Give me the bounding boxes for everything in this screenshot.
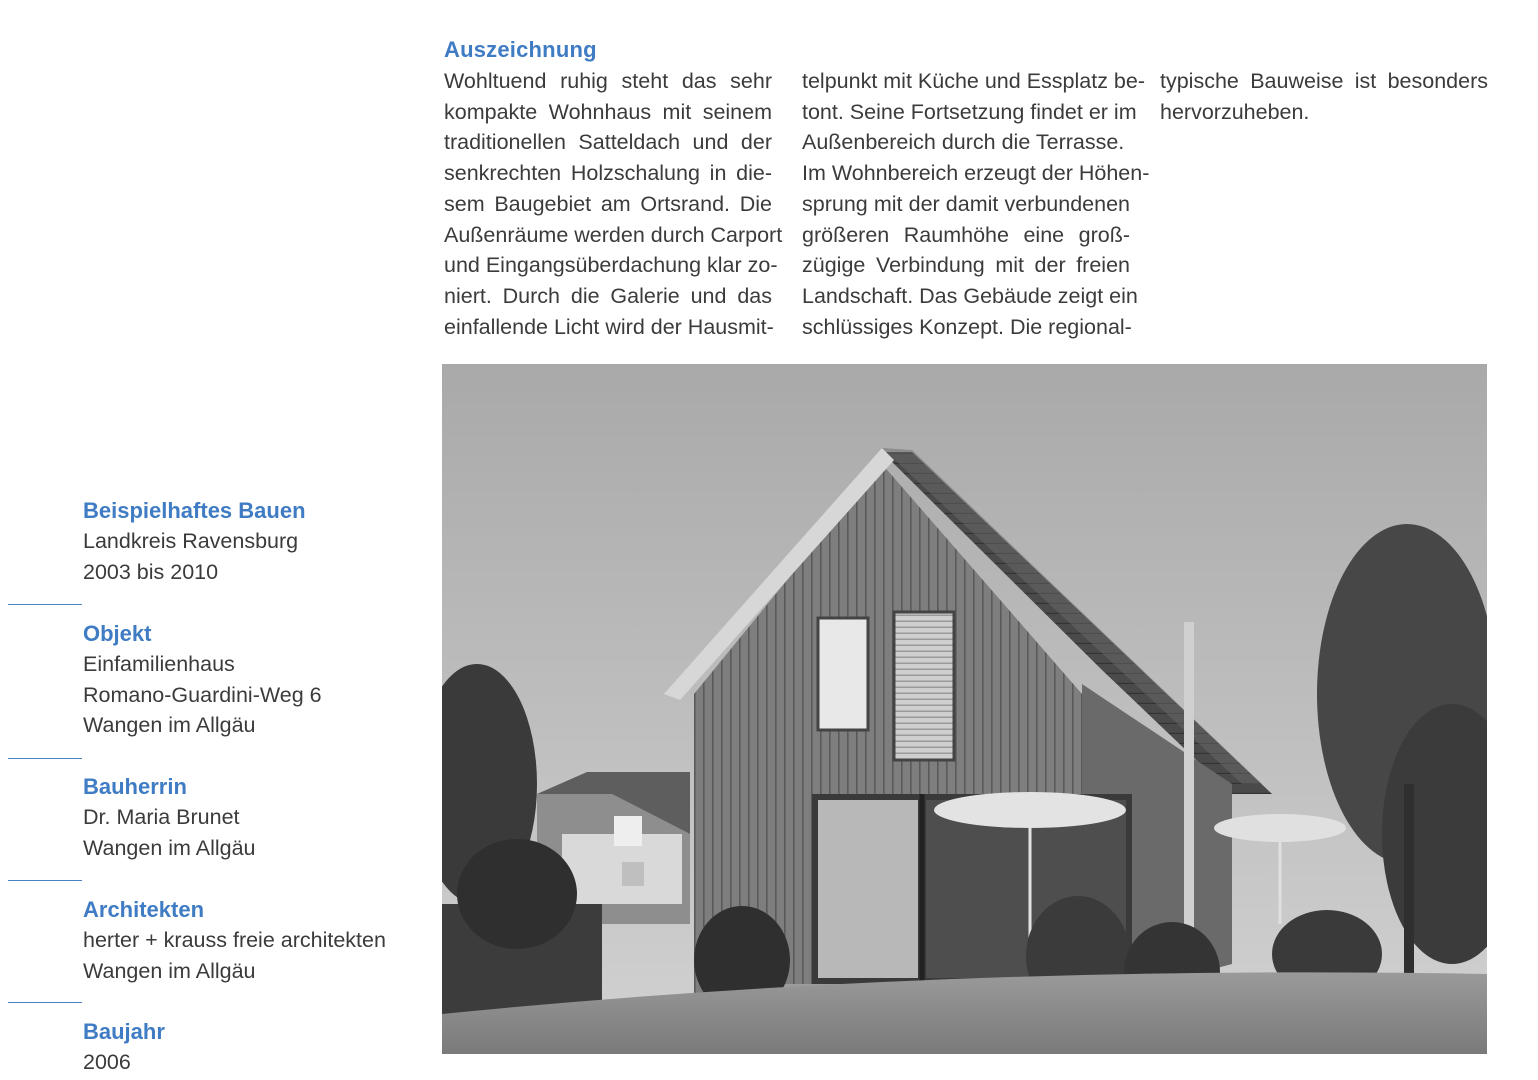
text-line: zügige Verbindung mit der freien [802, 253, 1130, 278]
info-block-baujahr [83, 1017, 413, 1078]
section-divider [8, 880, 82, 881]
text-line: einfallende Licht wird der Hausmit- [444, 314, 774, 339]
info-line: Wangen im Allgäu [83, 958, 256, 983]
text-line: sem Baugebiet am Ortsrand. Die [444, 191, 772, 216]
info-line: Wangen im Allgäu [83, 835, 256, 860]
project-info-sidebar-architekten [83, 895, 413, 986]
text-line: größeren Raumhöhe eine groß- [802, 222, 1130, 247]
project-info-sidebar-bauherrin [83, 772, 413, 863]
text-column-2 [802, 66, 1150, 342]
info-line: Wangen im Allgäu [83, 713, 256, 738]
info-line: 2006 [83, 1050, 131, 1074]
text-line: Landschaft. Das Gebäude zeigt ein [802, 283, 1138, 308]
info-title: Bauherrin [83, 774, 187, 799]
info-block-architekten [83, 895, 413, 986]
text-line: Außenräume werden durch Carport [444, 222, 783, 247]
text-line: Im Wohnbereich erzeugt der Höhen- [802, 161, 1150, 186]
info-block-bauherrin [83, 772, 413, 863]
info-line: herter + krauss freie architekten [83, 928, 386, 952]
text-line: senkrechten Holzschalung in die- [444, 161, 772, 186]
text-line: tont. Seine Fortsetzung findet er im [802, 99, 1137, 124]
info-title: Objekt [83, 621, 152, 646]
text-line: hervorzuheben. [1160, 99, 1310, 124]
article-heading: Auszeichnung [444, 37, 597, 62]
info-line: 2003 bis 2010 [83, 559, 219, 584]
text-line: traditionellen Satteldach und der [444, 130, 772, 155]
info-block-beispielhaftes-bauen [83, 496, 413, 587]
text-line: sprung mit der damit verbundenen [802, 191, 1130, 216]
project-info-sidebar-baujahr [83, 1017, 413, 1078]
text-line: telpunkt mit Küche und Essplatz be- [802, 69, 1145, 93]
info-line: Romano-Guardini-Weg 6 [83, 682, 322, 707]
section-divider [8, 604, 82, 605]
text-line: und Eingangsüberdachung klar zo- [444, 253, 778, 278]
text-line: Außenbereich durch die Terrasse. [802, 130, 1125, 155]
info-title: Baujahr [83, 1019, 165, 1044]
project-info-sidebar-objekt [83, 619, 413, 741]
project-info-sidebar [83, 496, 413, 587]
house-photo [442, 364, 1487, 1054]
info-line: Dr. Maria Brunet [83, 805, 240, 829]
info-title: Architekten [83, 897, 205, 922]
info-title: Beispielhaftes Bauen [83, 498, 306, 523]
info-line: Einfamilienhaus [83, 652, 235, 676]
section-divider [8, 758, 82, 759]
text-line: typische Bauweise ist besonders [1160, 69, 1488, 93]
text-line: niert. Durch die Galerie und das [444, 283, 772, 308]
house-photo-illustration [442, 364, 1487, 1054]
info-line: Landkreis Ravensburg [83, 529, 299, 553]
text-line: schlüssiges Konzept. Die regional- [802, 314, 1132, 339]
text-line: Wohltuend ruhig steht das sehr [444, 69, 772, 93]
section-divider [8, 1002, 82, 1003]
info-block-objekt [83, 619, 413, 741]
text-column-3 [1160, 66, 1488, 127]
text-line: kompakte Wohnhaus mit seinem [444, 99, 772, 124]
text-column-1 [444, 66, 783, 342]
